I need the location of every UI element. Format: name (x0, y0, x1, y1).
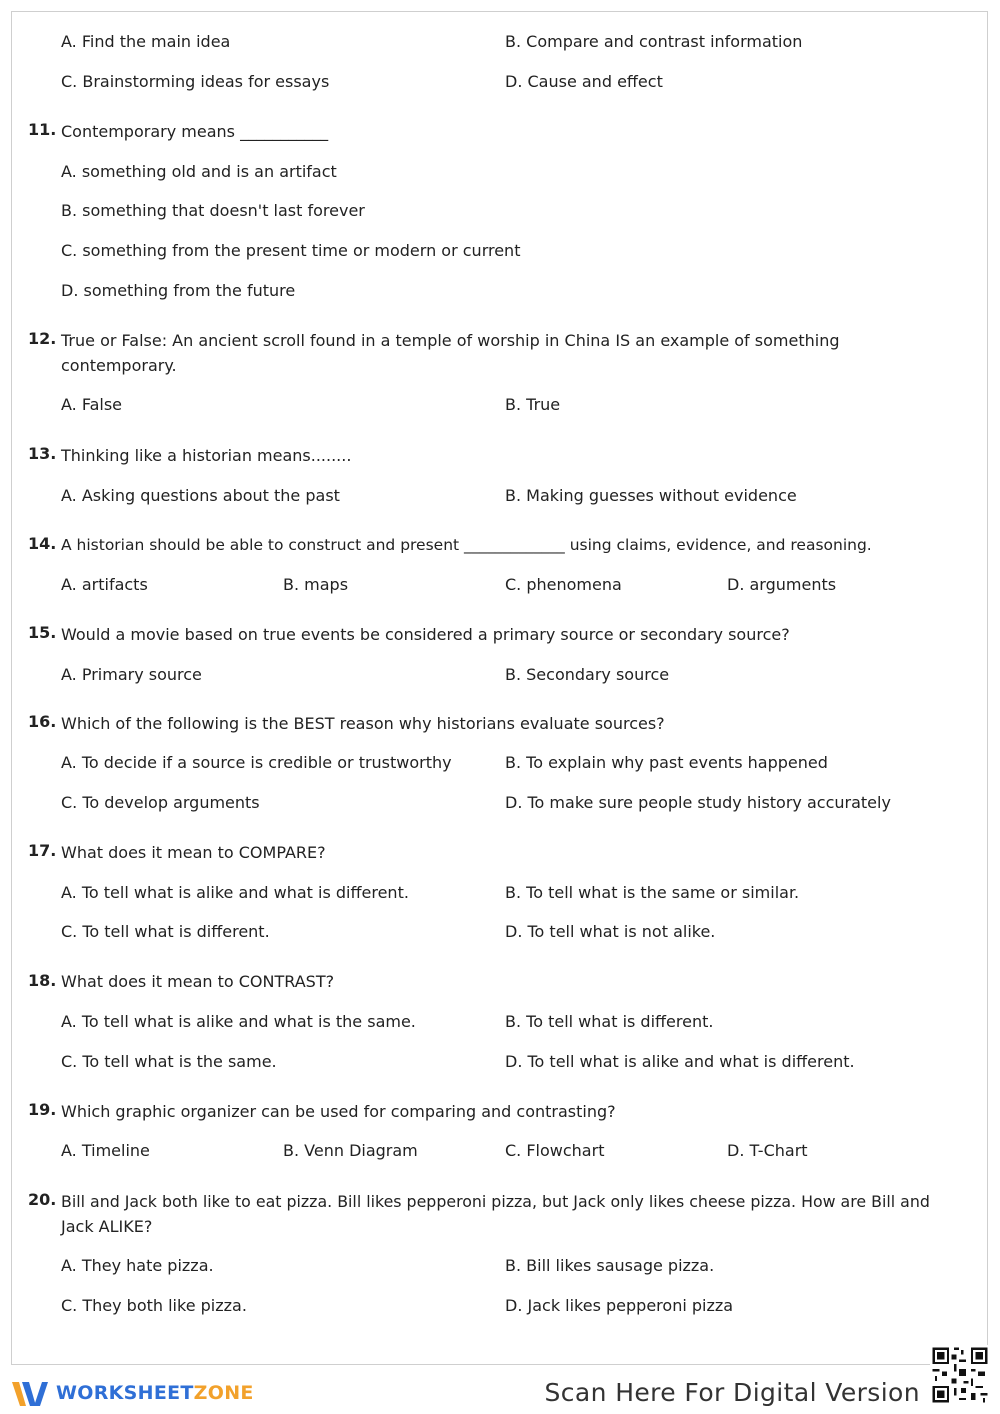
q14-number: 14. (28, 534, 57, 553)
q20-option-b[interactable]: B. Bill likes sausage pizza. (505, 1256, 715, 1275)
q13-text: Thinking like a historian means........ (61, 446, 352, 465)
q16-option-a[interactable]: A. To decide if a source is credible or trustworthy (61, 753, 452, 772)
q17-option-d[interactable]: D. To tell what is not alike. (505, 922, 716, 941)
q13-option-b[interactable]: B. Making guesses without evidence (505, 486, 797, 505)
logo-w-icon (10, 1376, 50, 1410)
q20-number: 20. (28, 1190, 57, 1209)
q12-option-b[interactable]: B. True (505, 395, 561, 414)
q18-option-d[interactable]: D. To tell what is alike and what is different. (505, 1052, 855, 1071)
q19-option-a[interactable]: A. Timeline (61, 1141, 150, 1160)
q20-option-d[interactable]: D. Jack likes pepperoni pizza (505, 1296, 734, 1315)
q20-option-c[interactable]: C. They both like pizza. (61, 1296, 247, 1315)
worksheetzone-logo[interactable] (10, 1376, 254, 1410)
q16-text: Which of the following is the BEST reason why historians evaluate sources? (61, 714, 665, 733)
q17-number: 17. (28, 841, 57, 860)
q18-text: What does it mean to CONTRAST? (61, 972, 335, 991)
brand-name-part2: ZONE (193, 1382, 254, 1404)
q16-option-d[interactable]: D. To make sure people study history accurately (505, 793, 891, 812)
q11-text: Contemporary means ___________ (61, 122, 329, 141)
q17-option-c[interactable]: C. To tell what is different. (61, 922, 270, 941)
q18-number: 18. (28, 971, 57, 990)
q19-number: 19. (28, 1100, 57, 1119)
q11-option-a[interactable]: A. something old and is an artifact (61, 162, 337, 181)
q13-number: 13. (28, 444, 57, 463)
q15-number: 15. (28, 623, 57, 642)
q14-option-d[interactable]: D. arguments (727, 575, 837, 594)
q15-text: Would a movie based on true events be considered a primary source or secondary source? (61, 625, 790, 644)
q16-option-b[interactable]: B. To explain why past events happened (505, 753, 828, 772)
q10-option-b[interactable]: B. Compare and contrast information (505, 32, 803, 51)
q10-option-d[interactable]: D. Cause and effect (505, 72, 663, 91)
q12-option-a[interactable]: A. False (61, 395, 122, 414)
q12-text-line2: contemporary. (61, 356, 177, 375)
q10-option-c[interactable]: C. Brainstorming ideas for essays (61, 72, 330, 91)
q18-option-a[interactable]: A. To tell what is alike and what is the same. (61, 1012, 416, 1031)
qr-code-icon[interactable] (930, 1345, 990, 1405)
q13-option-a[interactable]: A. Asking questions about the past (61, 486, 340, 505)
q15-option-b[interactable]: B. Secondary source (505, 665, 670, 684)
q20-text-line2: Jack ALIKE? (61, 1217, 153, 1236)
q17-option-a[interactable]: A. To tell what is alike and what is different. (61, 883, 409, 902)
scan-here-label: Scan Here For Digital Version (544, 1378, 920, 1407)
q10-option-a[interactable]: A. Find the main idea (61, 32, 231, 51)
q18-option-b[interactable]: B. To tell what is different. (505, 1012, 714, 1031)
q19-option-d[interactable]: D. T-Chart (727, 1141, 808, 1160)
q19-option-c[interactable]: C. Flowchart (505, 1141, 605, 1160)
q19-text: Which graphic organizer can be used for comparing and contrasting? (61, 1102, 616, 1121)
q17-text: What does it mean to COMPARE? (61, 843, 326, 862)
q14-option-c[interactable]: C. phenomena (505, 575, 622, 594)
q11-option-c[interactable]: C. something from the present time or modern or current (61, 241, 521, 260)
q15-option-a[interactable]: A. Primary source (61, 665, 202, 684)
q14-option-b[interactable]: B. maps (283, 575, 349, 594)
q14-text: A historian should be able to construct and present _____________ using claims, evidence, and reasoning. (61, 536, 872, 554)
brand-name-part1: WORKSHEET (56, 1382, 194, 1404)
q11-number: 11. (28, 120, 57, 139)
q17-option-b[interactable]: B. To tell what is the same or similar. (505, 883, 800, 902)
q20-text-line1: Bill and Jack both like to eat pizza. Bill likes pepperoni pizza, but Jack only likes cheese pizza. How are Bill and (61, 1192, 930, 1211)
q19-option-b[interactable]: B. Venn Diagram (283, 1141, 418, 1160)
q18-option-c[interactable]: C. To tell what is the same. (61, 1052, 277, 1071)
q16-option-c[interactable]: C. To develop arguments (61, 793, 260, 812)
q11-option-d[interactable]: D. something from the future (61, 281, 296, 300)
q16-number: 16. (28, 712, 57, 731)
q20-option-a[interactable]: A. They hate pizza. (61, 1256, 214, 1275)
q11-option-b[interactable]: B. something that doesn't last forever (61, 201, 365, 220)
q12-text-line1: True or False: An ancient scroll found in a temple of worship in China IS an example of something (61, 331, 840, 350)
q14-option-a[interactable]: A. artifacts (61, 575, 148, 594)
q12-number: 12. (28, 329, 57, 348)
